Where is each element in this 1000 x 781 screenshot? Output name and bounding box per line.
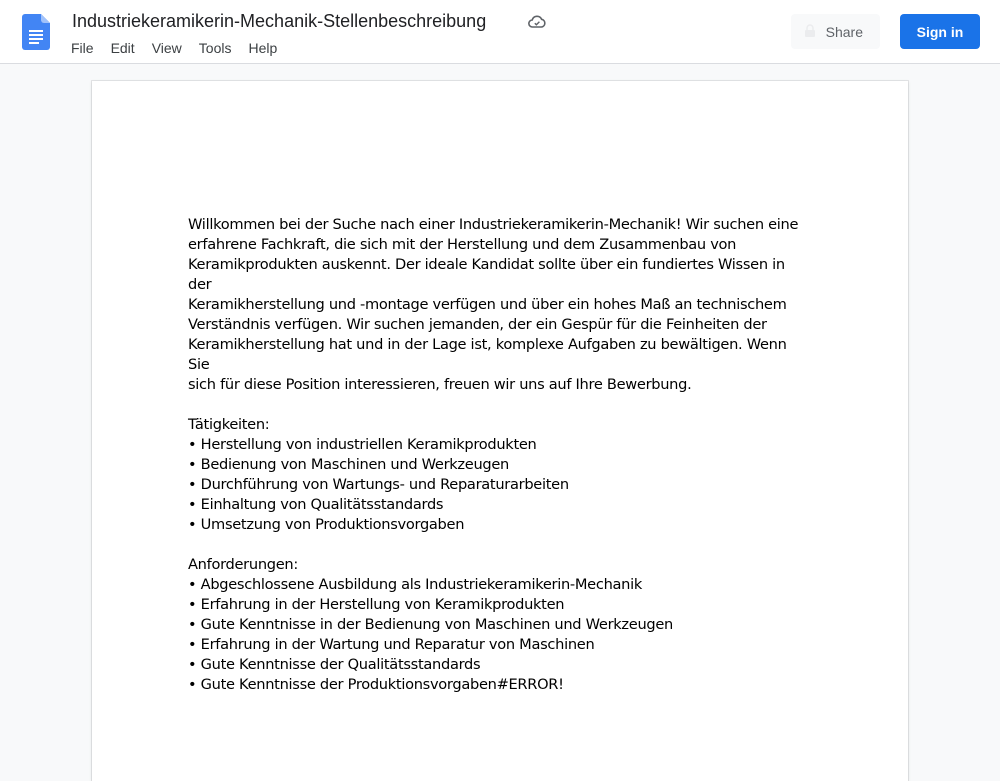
document-body[interactable] bbox=[188, 215, 808, 695]
sign-in-button[interactable] bbox=[900, 14, 980, 49]
task-item: • Durchführung von Wartungs- und Reparaturarbeiten bbox=[188, 476, 569, 493]
intro-line: Verständnis verfügen. Wir suchen jemanden, der ein Gespür für die Feinheiten der bbox=[188, 316, 767, 333]
requirement-item: • Erfahrung in der Herstellung von Keramikprodukten bbox=[188, 596, 565, 613]
google-docs-icon[interactable] bbox=[22, 14, 50, 50]
blank-line bbox=[188, 395, 808, 415]
top-bar bbox=[0, 0, 1000, 64]
document-page[interactable] bbox=[92, 81, 908, 781]
menu-view[interactable]: View bbox=[151, 40, 182, 56]
lock-icon bbox=[803, 24, 817, 38]
requirements-heading: Anforderungen: bbox=[188, 556, 298, 573]
blank-line bbox=[188, 535, 808, 555]
intro-line: erfahrene Fachkraft, die sich mit der Herstellung und dem Zusammenbau von bbox=[188, 236, 737, 253]
sign-in-button-label: Sign in bbox=[916, 23, 964, 40]
requirement-item: • Erfahrung in der Wartung und Reparatur von Maschinen bbox=[188, 636, 595, 653]
requirement-item: • Gute Kenntnisse in der Bedienung von Maschinen und Werkzeugen bbox=[188, 616, 673, 633]
intro-line: sich für diese Position interessieren, freuen wir uns auf Ihre Bewerbung. bbox=[188, 376, 692, 393]
share-button-label: Share bbox=[825, 23, 863, 40]
menu-bar bbox=[71, 40, 294, 56]
task-item: • Umsetzung von Produktionsvorgaben bbox=[188, 516, 465, 533]
menu-help[interactable]: Help bbox=[248, 40, 278, 56]
task-item: • Herstellung von industriellen Keramikprodukten bbox=[188, 436, 537, 453]
menu-tools[interactable]: Tools bbox=[198, 40, 232, 56]
intro-line: Keramikprodukten auskennt. Der ideale Kandidat sollte über ein fundiertes Wissen in der bbox=[188, 256, 785, 293]
task-item: • Bedienung von Maschinen und Werkzeugen bbox=[188, 456, 510, 473]
requirement-item: • Gute Kenntnisse der Qualitätsstandards bbox=[188, 656, 481, 673]
share-button[interactable] bbox=[791, 14, 880, 49]
intro-line: Keramikherstellung und -montage verfügen und über ein hohes Maß an technischem bbox=[188, 296, 787, 313]
intro-line: Keramikherstellung hat und in der Lage ist, komplexe Aufgaben zu bewältigen. Wenn Sie bbox=[188, 336, 787, 373]
task-item: • Einhaltung von Qualitätsstandards bbox=[188, 496, 444, 513]
cloud-saved-icon[interactable] bbox=[528, 13, 546, 31]
menu-file[interactable]: File bbox=[71, 40, 94, 56]
menu-edit[interactable]: Edit bbox=[110, 40, 135, 56]
intro-line: Willkommen bei der Suche nach einer Industriekeramikerin-Mechanik! Wir suchen eine bbox=[188, 216, 799, 233]
document-title[interactable]: Industriekeramikerin-Mechanik-Stellenbeschreibung bbox=[72, 11, 487, 31]
requirement-item: • Abgeschlossene Ausbildung als Industriekeramikerin-Mechanik bbox=[188, 576, 643, 593]
requirement-item: • Gute Kenntnisse der Produktionsvorgaben#ERROR! bbox=[188, 676, 564, 693]
tasks-heading: Tätigkeiten: bbox=[188, 416, 270, 433]
